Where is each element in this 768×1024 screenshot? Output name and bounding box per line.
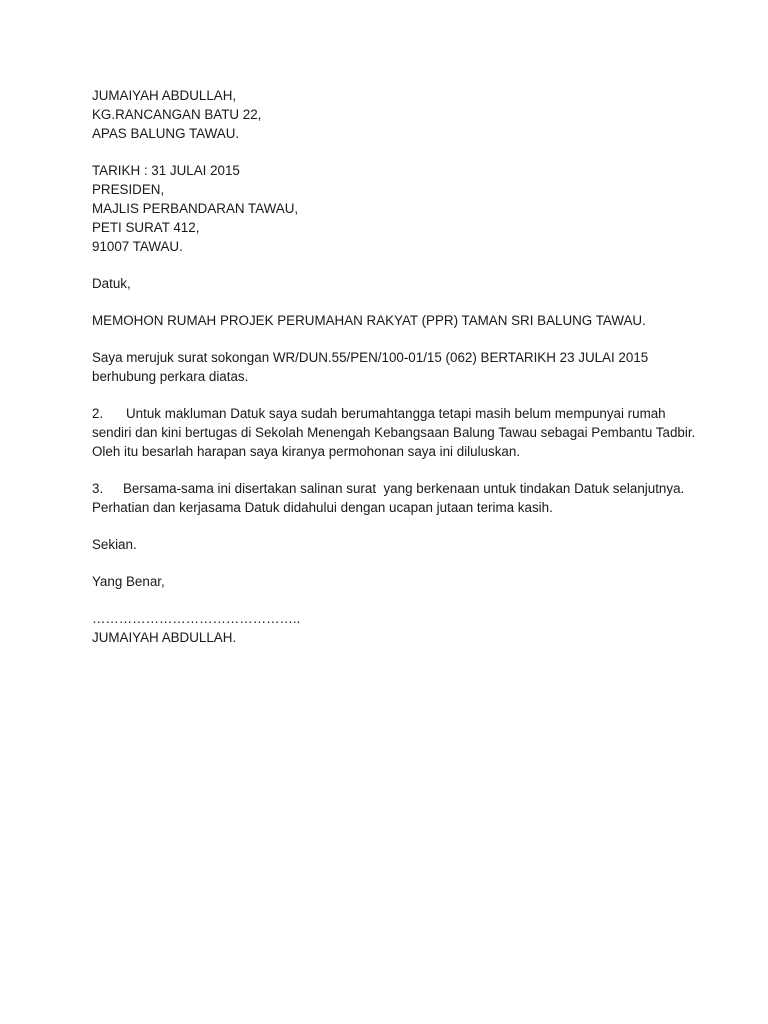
paragraph-3-number: 3. [92, 481, 104, 496]
paragraph-1-line-1: Saya merujuk surat sokongan WR/DUN.55/PEN/100-01/15 (062) BERTARIKH 23 JULAI 2015 [92, 350, 649, 365]
paragraph-2-line-1-text: Untuk makluman Datuk saya sudah berumahtangga tetapi masih belum mempunyai rumah [126, 406, 666, 421]
spacer [92, 330, 692, 348]
letter-body [92, 86, 696, 647]
sender-address-block [92, 86, 692, 143]
paragraph-3-line-1 [92, 479, 692, 498]
signatory-name: JUMAIYAH ABDULLAH. [92, 630, 237, 645]
closing-yang-benar: Yang Benar, [92, 574, 165, 589]
sender-address-line-2: APAS BALUNG TAWAU. [92, 126, 240, 141]
closing-sekian: Sekian. [92, 537, 137, 552]
spacer [92, 591, 692, 609]
recipient-organization: MAJLIS PERBANDARAN TAWAU, [92, 201, 299, 216]
paragraph-1-line-2: berhubung perkara diatas. [92, 369, 249, 384]
recipient-address-block [92, 180, 692, 256]
paragraph-3-line-1-text: Bersama-sama ini disertakan salinan surat yang berkenaan untuk tindakan Datuk selanjutnya. [123, 481, 685, 496]
spacer [92, 554, 692, 572]
subject-line: MEMOHON RUMAH PROJEK PERUMAHAN RAKYAT (PPR) TAMAN SRI BALUNG TAWAU. [92, 313, 646, 328]
paragraph-2-line-3: Oleh itu besarlah harapan saya kiranya permohonan saya ini diluluskan. [92, 444, 521, 459]
spacer [92, 256, 692, 274]
paragraph-2-number: 2. [92, 406, 104, 421]
salutation: Datuk, [92, 276, 131, 291]
recipient-postcode-city: 91007 TAWAU. [92, 239, 183, 254]
spacer [92, 386, 692, 404]
paragraph-1 [92, 348, 692, 386]
signature-dotted-line: ……………………………………….. [92, 611, 301, 626]
paragraph-2-line-1 [92, 404, 692, 423]
recipient-title: PRESIDEN, [92, 182, 165, 197]
paragraph-3-line-2: Perhatian dan kerjasama Datuk didahului dengan ucapan jutaan terima kasih. [92, 500, 553, 515]
sender-address-line-1: KG.RANCANGAN BATU 22, [92, 107, 262, 122]
spacer [92, 293, 692, 311]
spacer [92, 517, 692, 535]
sender-name: JUMAIYAH ABDULLAH, [92, 88, 237, 103]
spacer [92, 461, 692, 479]
paragraph-2 [92, 404, 696, 461]
spacer [92, 143, 692, 161]
recipient-po-box: PETI SURAT 412, [92, 220, 200, 235]
paragraph-2-line-2: sendiri dan kini bertugas di Sekolah Menengah Kebangsaan Balung Tawau sebagai Pembantu Tadbir. [92, 425, 696, 440]
paragraph-3 [92, 479, 692, 517]
date-line: TARIKH : 31 JULAI 2015 [92, 163, 240, 178]
